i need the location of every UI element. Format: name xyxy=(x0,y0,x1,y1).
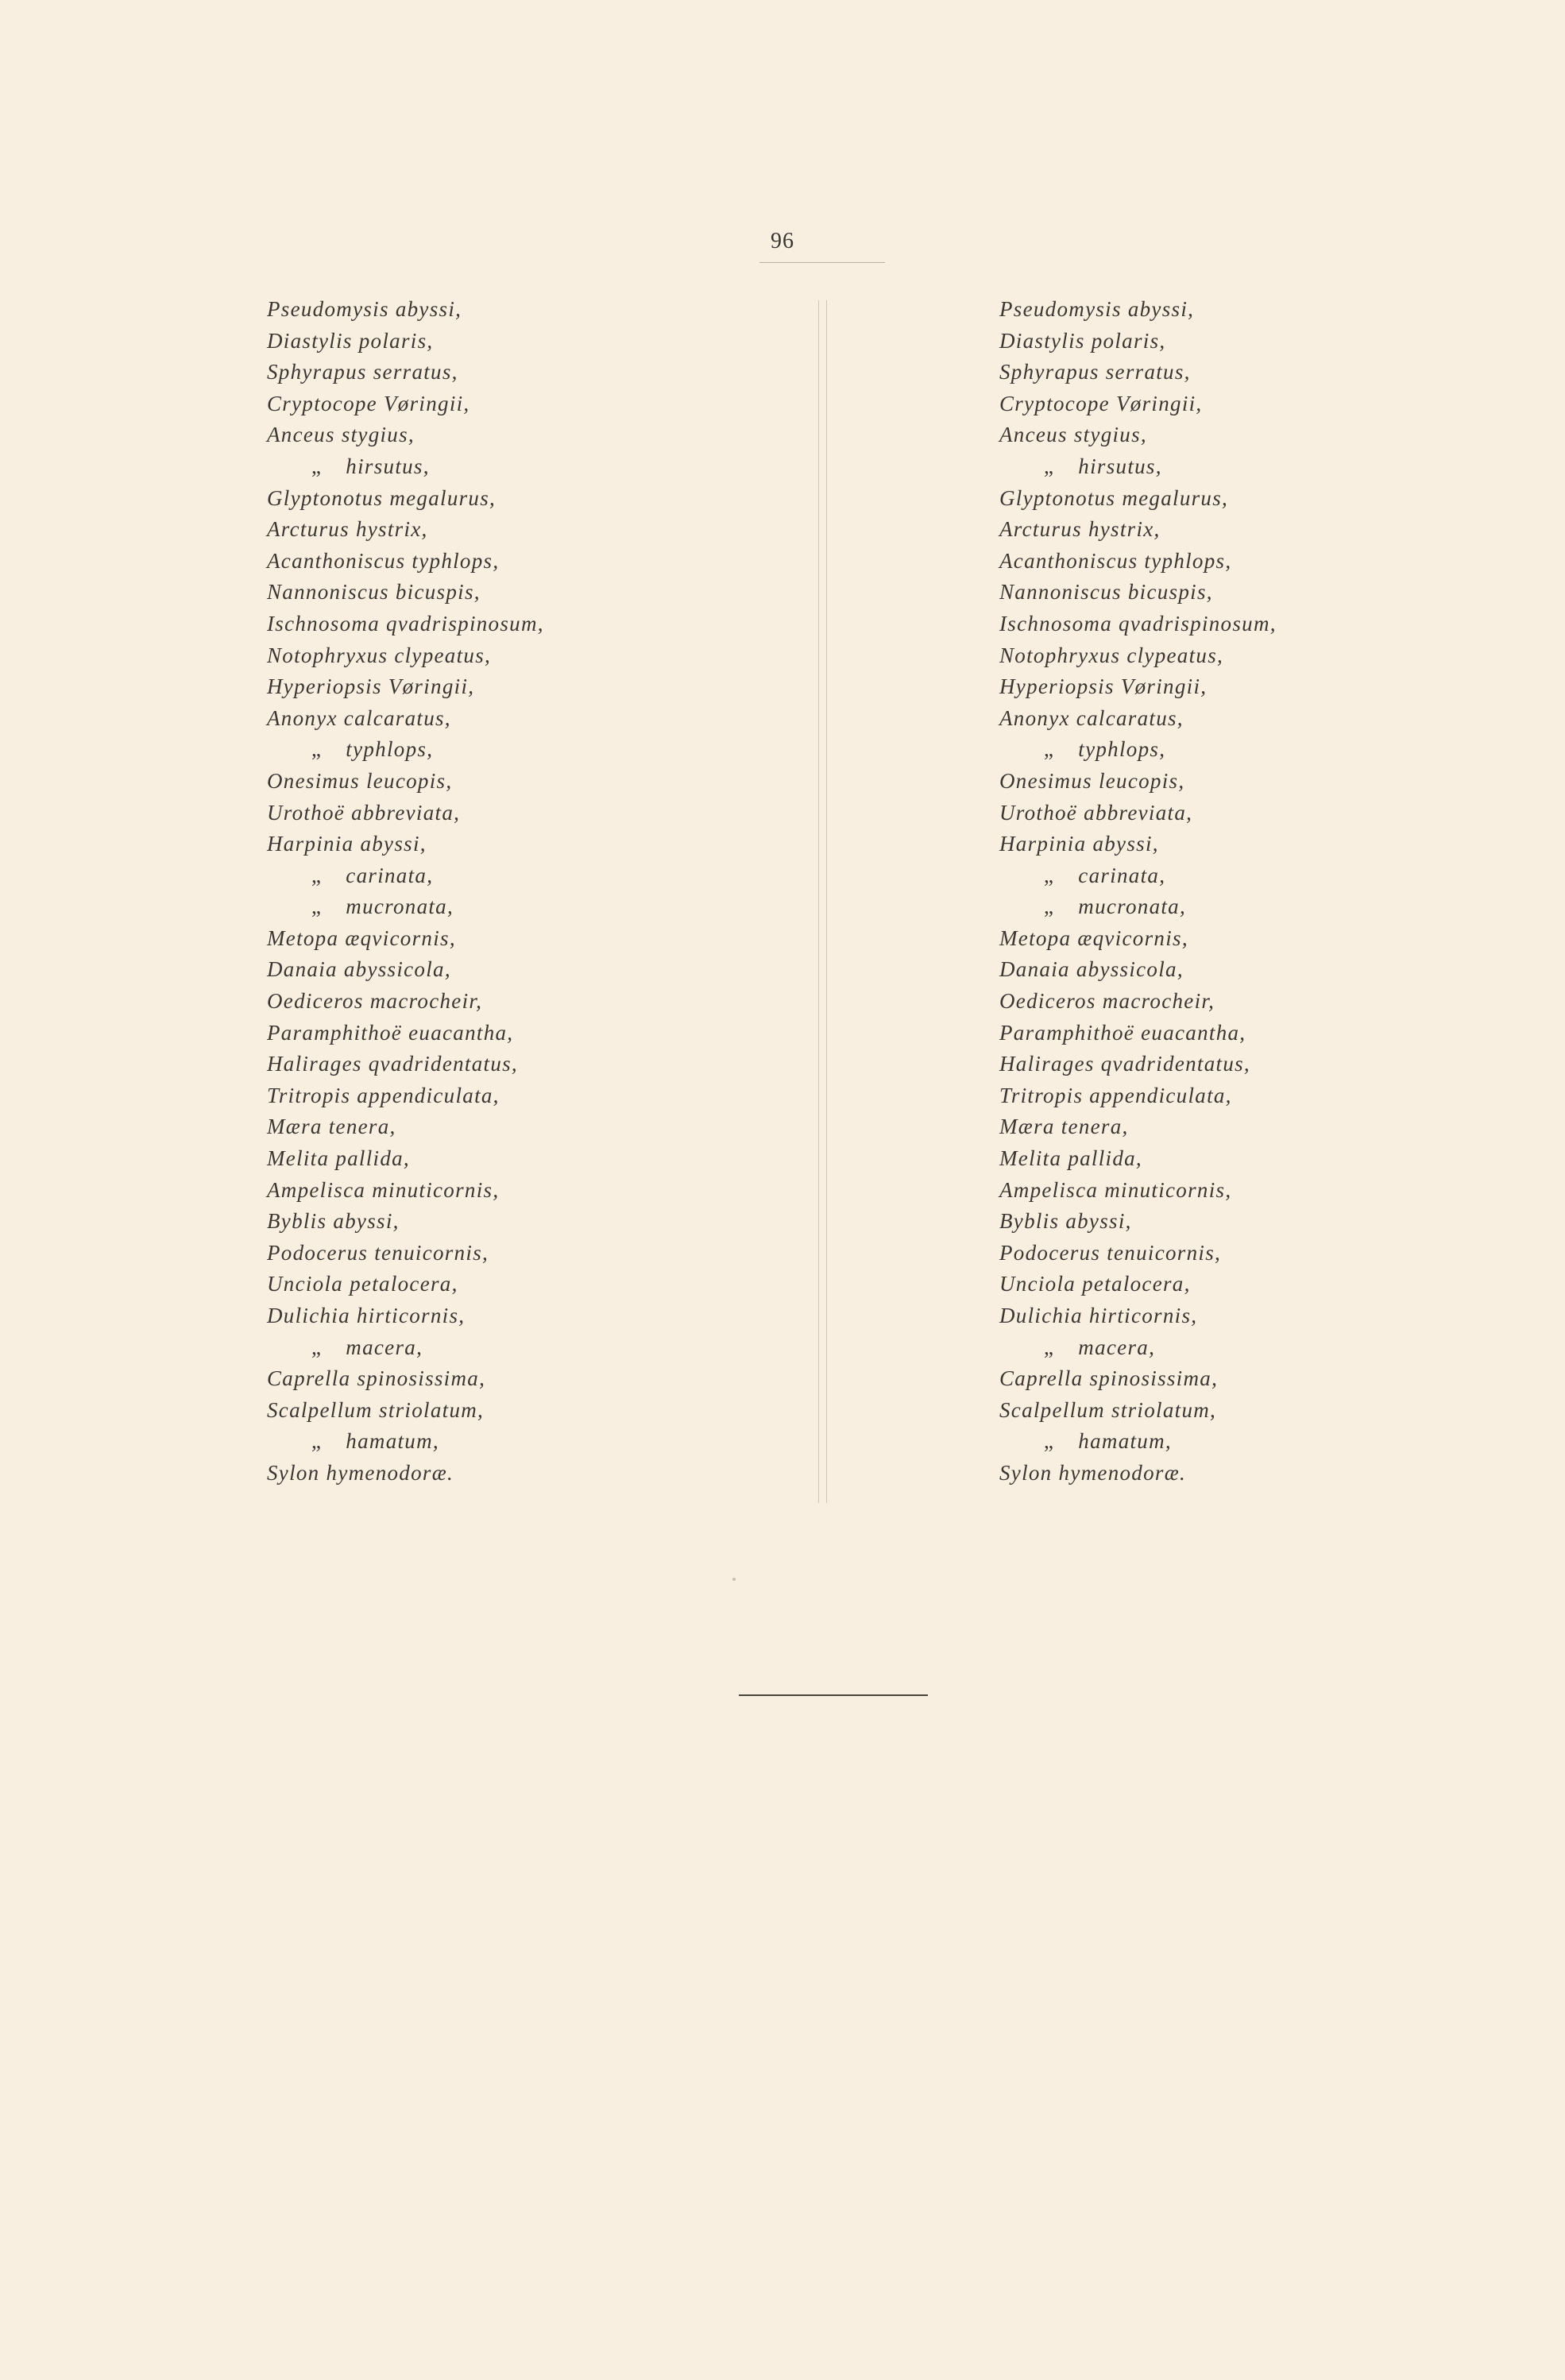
species-entry xyxy=(267,1332,544,1364)
species-name: hamatum, xyxy=(1078,1429,1172,1454)
species-name: Caprella spinosissima, xyxy=(267,1366,486,1391)
ditto-mark: „ xyxy=(311,1429,323,1454)
species-list-left xyxy=(267,294,544,1489)
species-entry xyxy=(999,294,1277,326)
species-name: Notophryxus clypeatus, xyxy=(999,643,1224,667)
species-entry xyxy=(267,829,544,860)
species-entry xyxy=(267,1080,544,1112)
species-entry xyxy=(267,419,544,451)
species-name: Acanthoniscus typhlops, xyxy=(999,548,1232,573)
species-entry xyxy=(267,388,544,420)
species-name: Onesimus leucopis, xyxy=(267,768,453,793)
species-entry xyxy=(999,419,1277,451)
species-entry xyxy=(267,640,544,672)
species-entry xyxy=(267,1018,544,1049)
species-name: Mæra tenera, xyxy=(999,1115,1129,1139)
ditto-mark: „ xyxy=(1044,1429,1055,1454)
species-name: Harpinia abyssi, xyxy=(999,832,1159,856)
species-entry xyxy=(999,829,1277,860)
species-entry xyxy=(999,860,1277,892)
species-name: Podocerus tenuicornis, xyxy=(267,1240,489,1265)
species-name: Ampelisca minuticornis, xyxy=(267,1177,500,1202)
species-name: Metopa æqvicornis, xyxy=(267,925,456,950)
species-name: Oediceros macrocheir, xyxy=(999,989,1215,1014)
species-entry xyxy=(999,1018,1277,1049)
species-name: Scalpellum striolatum, xyxy=(999,1397,1217,1422)
species-name: Urothoë abbreviata, xyxy=(999,800,1193,825)
species-name: Ischnosoma qvadrispinosum, xyxy=(267,611,544,636)
species-name: macera, xyxy=(1078,1335,1156,1359)
species-name: Melita pallida, xyxy=(999,1146,1142,1171)
species-name: Ischnosoma qvadrispinosum, xyxy=(999,611,1277,636)
species-name: Ampelisca minuticornis, xyxy=(999,1177,1232,1202)
column-divider-right-line xyxy=(826,300,827,1503)
ditto-mark: „ xyxy=(1044,1335,1055,1359)
species-entry xyxy=(999,483,1277,515)
species-entry xyxy=(999,766,1277,798)
ditto-mark: „ xyxy=(311,454,323,478)
species-name: Sylon hymenodoræ. xyxy=(267,1460,454,1485)
species-name: Anonyx calcaratus, xyxy=(999,705,1184,730)
species-entry xyxy=(999,1175,1277,1207)
species-name: Nannoniscus bicuspis, xyxy=(999,580,1213,605)
species-entry xyxy=(999,514,1277,546)
species-name: Danaia abyssicola, xyxy=(267,957,451,982)
species-entry xyxy=(267,986,544,1018)
species-name: carinata, xyxy=(1078,863,1166,887)
species-entry xyxy=(267,1143,544,1175)
species-entry xyxy=(267,514,544,546)
paper-speck xyxy=(732,1578,736,1581)
species-name: Anonyx calcaratus, xyxy=(267,705,451,730)
species-entry xyxy=(999,1332,1277,1364)
species-name: Nannoniscus bicuspis, xyxy=(267,580,481,605)
species-entry xyxy=(999,1206,1277,1238)
species-name: Anceus stygius, xyxy=(267,423,415,447)
species-name: Tritropis appendiculata, xyxy=(999,1083,1232,1107)
species-name: Podocerus tenuicornis, xyxy=(999,1240,1222,1265)
species-name: Metopa æqvicornis, xyxy=(999,925,1188,950)
species-name: Paramphithoë euacantha, xyxy=(267,1020,514,1045)
species-name: Arcturus hystrix, xyxy=(999,517,1161,542)
species-entry xyxy=(267,1363,544,1395)
species-entry xyxy=(267,1458,544,1489)
species-entry xyxy=(267,734,544,766)
species-entry xyxy=(267,798,544,829)
species-entry xyxy=(999,546,1277,578)
species-entry xyxy=(267,609,544,640)
species-entry xyxy=(999,1458,1277,1489)
species-name: Diastylis polaris, xyxy=(267,328,434,353)
species-name: typhlops, xyxy=(346,737,434,762)
species-entry xyxy=(999,1111,1277,1143)
species-name: Caprella spinosissima, xyxy=(999,1366,1219,1391)
species-name: Melita pallida, xyxy=(267,1146,410,1171)
species-entry xyxy=(267,891,544,923)
species-entry xyxy=(267,451,544,483)
species-name: Harpinia abyssi, xyxy=(267,832,427,856)
species-name: Pseudomysis abyssi, xyxy=(999,297,1195,321)
species-name: Diastylis polaris, xyxy=(999,328,1166,353)
species-entry xyxy=(267,357,544,388)
species-name: Cryptocope Vøringii, xyxy=(267,391,470,415)
species-name: typhlops, xyxy=(1078,737,1166,762)
species-entry xyxy=(999,577,1277,609)
species-name: Unciola petalocera, xyxy=(999,1272,1191,1296)
species-entry xyxy=(999,703,1277,735)
species-name: Paramphithoë euacantha, xyxy=(999,1020,1246,1045)
species-entry xyxy=(999,1143,1277,1175)
species-entry xyxy=(267,1300,544,1332)
species-name: Glyptonotus megalurus, xyxy=(267,485,497,510)
species-name: Urothoë abbreviata, xyxy=(267,800,461,825)
species-entry xyxy=(267,1269,544,1300)
species-name: Hyperiopsis Vøringii, xyxy=(267,674,475,699)
species-name: Onesimus leucopis, xyxy=(999,768,1185,793)
ditto-mark: „ xyxy=(1044,454,1055,478)
ditto-mark: „ xyxy=(311,863,323,887)
species-entry xyxy=(267,483,544,515)
species-name: Sphyrapus serratus, xyxy=(267,360,458,384)
species-entry xyxy=(999,671,1277,703)
species-entry xyxy=(999,451,1277,483)
header-rule xyxy=(759,262,885,263)
species-name: mucronata, xyxy=(346,894,454,919)
species-entry xyxy=(267,326,544,357)
species-name: Notophryxus clypeatus, xyxy=(267,643,492,667)
species-name: Mæra tenera, xyxy=(267,1115,396,1139)
species-entry xyxy=(999,1426,1277,1458)
species-name: Dulichia hirticornis, xyxy=(267,1304,466,1327)
species-entry xyxy=(999,1238,1277,1269)
species-name: Danaia abyssicola, xyxy=(999,957,1184,982)
species-entry xyxy=(999,1080,1277,1112)
species-name: Anceus stygius, xyxy=(999,423,1147,447)
species-name: Glyptonotus megalurus, xyxy=(999,485,1229,510)
species-entry xyxy=(267,1175,544,1207)
species-entry xyxy=(267,923,544,955)
species-entry xyxy=(999,891,1277,923)
species-name: macera, xyxy=(346,1335,423,1359)
species-name: Cryptocope Vøringii, xyxy=(999,391,1203,415)
species-entry xyxy=(267,1206,544,1238)
species-name: Unciola petalocera, xyxy=(267,1272,458,1296)
species-entry xyxy=(999,1269,1277,1300)
species-name: Dulichia hirticornis, xyxy=(999,1304,1198,1327)
species-entry xyxy=(999,640,1277,672)
species-name: Halirages qvadridentatus, xyxy=(999,1052,1250,1076)
species-entry xyxy=(267,1111,544,1143)
species-name: Hyperiopsis Vøringii, xyxy=(999,674,1208,699)
species-name: mucronata, xyxy=(1078,894,1187,919)
species-entry xyxy=(999,1049,1277,1080)
species-entry xyxy=(267,954,544,986)
species-name: hirsutus, xyxy=(1078,454,1162,478)
ditto-mark: „ xyxy=(1044,863,1055,887)
species-entry xyxy=(999,1395,1277,1427)
species-name: Scalpellum striolatum, xyxy=(267,1397,485,1422)
species-entry xyxy=(999,1300,1277,1332)
ditto-mark: „ xyxy=(1044,894,1055,919)
species-entry xyxy=(999,986,1277,1018)
species-list-right xyxy=(999,294,1277,1489)
species-entry xyxy=(267,1426,544,1458)
page-number: 96 xyxy=(771,229,794,253)
species-entry xyxy=(267,766,544,798)
species-entry xyxy=(267,1238,544,1269)
ditto-mark: „ xyxy=(1044,737,1055,762)
species-entry xyxy=(267,860,544,892)
species-name: hirsutus, xyxy=(346,454,430,478)
species-name: carinata, xyxy=(346,863,434,887)
species-name: hamatum, xyxy=(346,1429,439,1454)
species-name: Pseudomysis abyssi, xyxy=(267,297,462,321)
species-entry xyxy=(267,1395,544,1427)
species-entry xyxy=(267,577,544,609)
species-entry xyxy=(999,326,1277,357)
species-entry xyxy=(999,954,1277,986)
species-entry xyxy=(999,734,1277,766)
species-name: Arcturus hystrix, xyxy=(267,517,428,542)
column-divider-left-line xyxy=(818,300,819,1503)
species-entry xyxy=(267,294,544,326)
species-entry xyxy=(267,703,544,735)
ditto-mark: „ xyxy=(311,1335,323,1359)
species-entry xyxy=(999,798,1277,829)
species-entry xyxy=(267,671,544,703)
species-name: Halirages qvadridentatus, xyxy=(267,1052,518,1076)
species-entry xyxy=(999,609,1277,640)
ditto-mark: „ xyxy=(311,894,323,919)
species-entry xyxy=(999,357,1277,388)
species-name: Oediceros macrocheir, xyxy=(267,989,483,1014)
species-entry xyxy=(267,1049,544,1080)
species-entry xyxy=(999,923,1277,955)
species-name: Byblis abyssi, xyxy=(999,1209,1132,1234)
species-name: Sphyrapus serratus, xyxy=(999,360,1191,384)
species-name: Tritropis appendiculata, xyxy=(267,1083,500,1107)
species-name: Sylon hymenodoræ. xyxy=(999,1460,1187,1485)
ditto-mark: „ xyxy=(311,737,323,762)
species-name: Acanthoniscus typhlops, xyxy=(267,548,500,573)
footer-rule xyxy=(739,1694,928,1696)
species-entry xyxy=(267,546,544,578)
species-entry xyxy=(999,388,1277,420)
species-name: Byblis abyssi, xyxy=(267,1209,400,1234)
species-entry xyxy=(999,1363,1277,1395)
